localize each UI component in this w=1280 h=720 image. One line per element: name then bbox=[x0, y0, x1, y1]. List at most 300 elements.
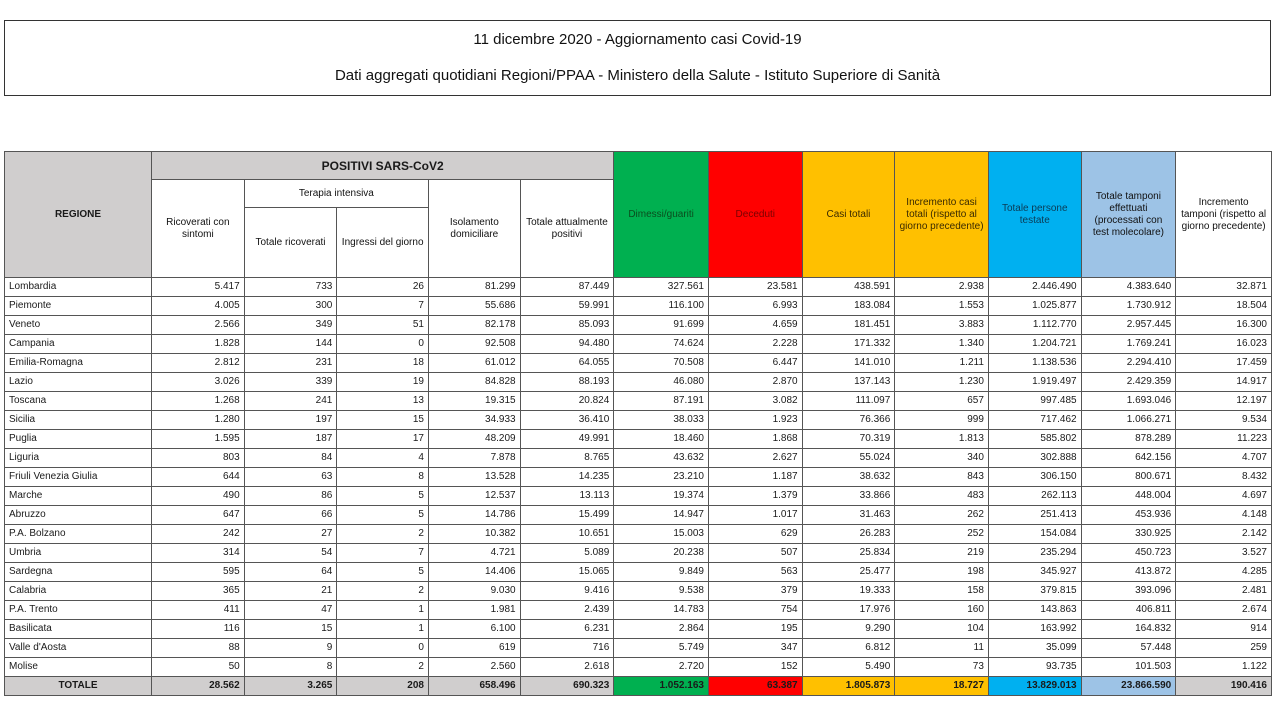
total-totale-ricoverati: 3.265 bbox=[244, 677, 337, 696]
total-totale-positivi: 690.323 bbox=[520, 677, 614, 696]
cell-incremento-tamponi: 914 bbox=[1176, 620, 1272, 639]
cell-ingressi: 5 bbox=[337, 487, 429, 506]
cell-ingressi: 0 bbox=[337, 335, 429, 354]
cell-regione: Sardegna bbox=[5, 563, 152, 582]
total-isolamento: 658.496 bbox=[428, 677, 520, 696]
cell-totale-positivi: 20.824 bbox=[520, 392, 614, 411]
cell-totale-ricoverati: 733 bbox=[244, 278, 337, 297]
cell-ricoverati: 1.828 bbox=[152, 335, 245, 354]
total-persone-testate: 13.829.013 bbox=[988, 677, 1081, 696]
cell-incremento-tamponi: 4.148 bbox=[1176, 506, 1272, 525]
header-positivi: POSITIVI SARS-CoV2 bbox=[152, 152, 614, 180]
cell-isolamento: 4.721 bbox=[428, 544, 520, 563]
cell-deceduti: 563 bbox=[708, 563, 802, 582]
cell-persone-testate: 345.927 bbox=[988, 563, 1081, 582]
header-incremento-casi: Incremento casi totali (rispetto al giorno precedente) bbox=[895, 152, 989, 278]
cell-incremento-tamponi: 4.285 bbox=[1176, 563, 1272, 582]
table-row bbox=[5, 582, 1272, 601]
cell-ingressi: 18 bbox=[337, 354, 429, 373]
cell-incremento-tamponi: 16.300 bbox=[1176, 316, 1272, 335]
total-row bbox=[5, 677, 1272, 696]
cell-ricoverati: 242 bbox=[152, 525, 245, 544]
cell-isolamento: 1.981 bbox=[428, 601, 520, 620]
cell-ingressi: 2 bbox=[337, 658, 429, 677]
cell-incremento-casi: 1.230 bbox=[895, 373, 989, 392]
cell-regione: Abruzzo bbox=[5, 506, 152, 525]
cell-tamponi: 2.294.410 bbox=[1081, 354, 1176, 373]
cell-totale-positivi: 87.449 bbox=[520, 278, 614, 297]
cell-persone-testate: 1.112.770 bbox=[988, 316, 1081, 335]
cell-regione: Campania bbox=[5, 335, 152, 354]
cell-persone-testate: 997.485 bbox=[988, 392, 1081, 411]
cell-incremento-casi: 1.553 bbox=[895, 297, 989, 316]
cell-ingressi: 51 bbox=[337, 316, 429, 335]
header-deceduti: Deceduti bbox=[708, 152, 802, 278]
cell-incremento-casi: 3.883 bbox=[895, 316, 989, 335]
cell-casi-totali: 183.084 bbox=[802, 297, 895, 316]
cell-dimessi: 14.783 bbox=[614, 601, 709, 620]
cell-deceduti: 507 bbox=[708, 544, 802, 563]
cell-totale-ricoverati: 339 bbox=[244, 373, 337, 392]
cell-tamponi: 1.066.271 bbox=[1081, 411, 1176, 430]
cell-casi-totali: 6.812 bbox=[802, 639, 895, 658]
header-casi-totali: Casi totali bbox=[802, 152, 895, 278]
cell-ricoverati: 595 bbox=[152, 563, 245, 582]
cell-totale-positivi: 15.499 bbox=[520, 506, 614, 525]
cell-totale-positivi: 5.089 bbox=[520, 544, 614, 563]
cell-casi-totali: 31.463 bbox=[802, 506, 895, 525]
cell-regione: Marche bbox=[5, 487, 152, 506]
total-ingressi: 208 bbox=[337, 677, 429, 696]
cell-totale-positivi: 8.765 bbox=[520, 449, 614, 468]
cell-ingressi: 5 bbox=[337, 506, 429, 525]
cell-deceduti: 23.581 bbox=[708, 278, 802, 297]
cell-totale-positivi: 15.065 bbox=[520, 563, 614, 582]
cell-tamponi: 1.693.046 bbox=[1081, 392, 1176, 411]
cell-ingressi: 19 bbox=[337, 373, 429, 392]
cell-casi-totali: 171.332 bbox=[802, 335, 895, 354]
table-row bbox=[5, 658, 1272, 677]
cell-incremento-casi: 999 bbox=[895, 411, 989, 430]
cell-totale-ricoverati: 144 bbox=[244, 335, 337, 354]
total-dimessi: 1.052.163 bbox=[614, 677, 709, 696]
cell-totale-ricoverati: 27 bbox=[244, 525, 337, 544]
cell-tamponi: 450.723 bbox=[1081, 544, 1176, 563]
title-box bbox=[4, 20, 1271, 96]
cell-tamponi: 406.811 bbox=[1081, 601, 1176, 620]
cell-totale-positivi: 85.093 bbox=[520, 316, 614, 335]
table-row bbox=[5, 392, 1272, 411]
table-row bbox=[5, 449, 1272, 468]
cell-totale-positivi: 14.235 bbox=[520, 468, 614, 487]
cell-ricoverati: 647 bbox=[152, 506, 245, 525]
header-terapia-intensiva: Terapia intensiva bbox=[244, 180, 428, 208]
header-regione: REGIONE bbox=[5, 152, 152, 278]
cell-dimessi: 15.003 bbox=[614, 525, 709, 544]
cell-totale-ricoverati: 231 bbox=[244, 354, 337, 373]
cell-ricoverati: 365 bbox=[152, 582, 245, 601]
cell-incremento-casi: 160 bbox=[895, 601, 989, 620]
header-ingressi: Ingressi del giorno bbox=[337, 208, 429, 278]
cell-incremento-casi: 262 bbox=[895, 506, 989, 525]
cell-ricoverati: 1.268 bbox=[152, 392, 245, 411]
table-row bbox=[5, 335, 1272, 354]
cell-ricoverati: 50 bbox=[152, 658, 245, 677]
table-body bbox=[5, 278, 1272, 696]
total-ricoverati: 28.562 bbox=[152, 677, 245, 696]
cell-persone-testate: 585.802 bbox=[988, 430, 1081, 449]
cell-incremento-casi: 104 bbox=[895, 620, 989, 639]
cell-dimessi: 116.100 bbox=[614, 297, 709, 316]
report-subtitle: Dati aggregati quotidiani Regioni/PPAA - Ministero della Salute - Istituto Superiore di Sanità bbox=[334, 67, 941, 84]
header-isolamento: Isolamento domiciliare bbox=[428, 180, 520, 278]
cell-deceduti: 152 bbox=[708, 658, 802, 677]
table-row bbox=[5, 620, 1272, 639]
cell-dimessi: 43.632 bbox=[614, 449, 709, 468]
cell-regione: Umbria bbox=[5, 544, 152, 563]
cell-deceduti: 1.187 bbox=[708, 468, 802, 487]
cell-casi-totali: 25.834 bbox=[802, 544, 895, 563]
cell-incremento-casi: 483 bbox=[895, 487, 989, 506]
cell-casi-totali: 141.010 bbox=[802, 354, 895, 373]
cell-isolamento: 81.299 bbox=[428, 278, 520, 297]
cell-isolamento: 61.012 bbox=[428, 354, 520, 373]
cell-tamponi: 2.429.359 bbox=[1081, 373, 1176, 392]
cell-totale-ricoverati: 9 bbox=[244, 639, 337, 658]
cell-ricoverati: 4.005 bbox=[152, 297, 245, 316]
cell-dimessi: 9.849 bbox=[614, 563, 709, 582]
header-persone-testate: Totale persone testate bbox=[988, 152, 1081, 278]
cell-tamponi: 330.925 bbox=[1081, 525, 1176, 544]
cell-incremento-tamponi: 12.197 bbox=[1176, 392, 1272, 411]
cell-persone-testate: 251.413 bbox=[988, 506, 1081, 525]
cell-totale-ricoverati: 197 bbox=[244, 411, 337, 430]
cell-deceduti: 379 bbox=[708, 582, 802, 601]
table-row bbox=[5, 430, 1272, 449]
cell-ricoverati: 1.595 bbox=[152, 430, 245, 449]
cell-incremento-casi: 198 bbox=[895, 563, 989, 582]
cell-casi-totali: 438.591 bbox=[802, 278, 895, 297]
cell-incremento-casi: 158 bbox=[895, 582, 989, 601]
cell-tamponi: 393.096 bbox=[1081, 582, 1176, 601]
cell-casi-totali: 25.477 bbox=[802, 563, 895, 582]
cell-totale-positivi: 6.231 bbox=[520, 620, 614, 639]
cell-casi-totali: 17.976 bbox=[802, 601, 895, 620]
cell-ricoverati: 314 bbox=[152, 544, 245, 563]
cell-isolamento: 7.878 bbox=[428, 449, 520, 468]
cell-deceduti: 6.447 bbox=[708, 354, 802, 373]
cell-tamponi: 164.832 bbox=[1081, 620, 1176, 639]
cell-ingressi: 15 bbox=[337, 411, 429, 430]
cell-deceduti: 3.082 bbox=[708, 392, 802, 411]
cell-dimessi: 18.460 bbox=[614, 430, 709, 449]
table-row bbox=[5, 487, 1272, 506]
cell-deceduti: 1.868 bbox=[708, 430, 802, 449]
cell-dimessi: 2.720 bbox=[614, 658, 709, 677]
cell-dimessi: 23.210 bbox=[614, 468, 709, 487]
cell-dimessi: 14.947 bbox=[614, 506, 709, 525]
cell-totale-positivi: 36.410 bbox=[520, 411, 614, 430]
cell-incremento-tamponi: 4.697 bbox=[1176, 487, 1272, 506]
cell-ingressi: 8 bbox=[337, 468, 429, 487]
cell-ricoverati: 490 bbox=[152, 487, 245, 506]
cell-regione: Valle d'Aosta bbox=[5, 639, 152, 658]
cell-deceduti: 1.379 bbox=[708, 487, 802, 506]
cell-isolamento: 14.406 bbox=[428, 563, 520, 582]
cell-tamponi: 1.730.912 bbox=[1081, 297, 1176, 316]
cell-persone-testate: 35.099 bbox=[988, 639, 1081, 658]
cell-tamponi: 2.957.445 bbox=[1081, 316, 1176, 335]
cell-persone-testate: 154.084 bbox=[988, 525, 1081, 544]
cell-ingressi: 4 bbox=[337, 449, 429, 468]
cell-incremento-tamponi: 32.871 bbox=[1176, 278, 1272, 297]
cell-regione: Basilicata bbox=[5, 620, 152, 639]
cell-deceduti: 2.870 bbox=[708, 373, 802, 392]
cell-deceduti: 2.228 bbox=[708, 335, 802, 354]
cell-regione: Liguria bbox=[5, 449, 152, 468]
table-row bbox=[5, 544, 1272, 563]
cell-isolamento: 84.828 bbox=[428, 373, 520, 392]
table-row bbox=[5, 297, 1272, 316]
cell-totale-ricoverati: 15 bbox=[244, 620, 337, 639]
header-dimessi: Dimessi/guariti bbox=[614, 152, 709, 278]
cell-tamponi: 57.448 bbox=[1081, 639, 1176, 658]
table-row bbox=[5, 411, 1272, 430]
table-row bbox=[5, 525, 1272, 544]
cell-regione: Puglia bbox=[5, 430, 152, 449]
cell-regione: Lazio bbox=[5, 373, 152, 392]
cell-totale-positivi: 2.439 bbox=[520, 601, 614, 620]
cell-totale-ricoverati: 300 bbox=[244, 297, 337, 316]
cell-regione: Piemonte bbox=[5, 297, 152, 316]
cell-dimessi: 2.864 bbox=[614, 620, 709, 639]
cell-deceduti: 4.659 bbox=[708, 316, 802, 335]
cell-totale-positivi: 59.991 bbox=[520, 297, 614, 316]
cell-incremento-casi: 219 bbox=[895, 544, 989, 563]
cell-tamponi: 4.383.640 bbox=[1081, 278, 1176, 297]
cell-persone-testate: 163.992 bbox=[988, 620, 1081, 639]
cell-incremento-tamponi: 17.459 bbox=[1176, 354, 1272, 373]
cell-dimessi: 327.561 bbox=[614, 278, 709, 297]
cell-persone-testate: 1.025.877 bbox=[988, 297, 1081, 316]
cell-ingressi: 0 bbox=[337, 639, 429, 658]
cell-regione: Friuli Venezia Giulia bbox=[5, 468, 152, 487]
cell-persone-testate: 717.462 bbox=[988, 411, 1081, 430]
cell-incremento-casi: 11 bbox=[895, 639, 989, 658]
cell-dimessi: 5.749 bbox=[614, 639, 709, 658]
cell-deceduti: 195 bbox=[708, 620, 802, 639]
cell-ingressi: 5 bbox=[337, 563, 429, 582]
cell-casi-totali: 33.866 bbox=[802, 487, 895, 506]
cell-deceduti: 1.923 bbox=[708, 411, 802, 430]
cell-casi-totali: 26.283 bbox=[802, 525, 895, 544]
cell-ricoverati: 803 bbox=[152, 449, 245, 468]
cell-isolamento: 6.100 bbox=[428, 620, 520, 639]
header-ricoverati: Ricoverati con sintomi bbox=[152, 180, 245, 278]
cell-totale-ricoverati: 349 bbox=[244, 316, 337, 335]
cell-casi-totali: 76.366 bbox=[802, 411, 895, 430]
cell-persone-testate: 379.815 bbox=[988, 582, 1081, 601]
cell-casi-totali: 70.319 bbox=[802, 430, 895, 449]
cell-dimessi: 87.191 bbox=[614, 392, 709, 411]
cell-dimessi: 38.033 bbox=[614, 411, 709, 430]
cell-ricoverati: 5.417 bbox=[152, 278, 245, 297]
cell-deceduti: 347 bbox=[708, 639, 802, 658]
cell-incremento-tamponi: 3.527 bbox=[1176, 544, 1272, 563]
cell-casi-totali: 38.632 bbox=[802, 468, 895, 487]
total-incremento-tamponi: 190.416 bbox=[1176, 677, 1272, 696]
total-tamponi: 23.866.590 bbox=[1081, 677, 1176, 696]
header-totale-positivi: Totale attualmente positivi bbox=[520, 180, 614, 278]
cell-incremento-casi: 340 bbox=[895, 449, 989, 468]
cell-totale-positivi: 9.416 bbox=[520, 582, 614, 601]
cell-casi-totali: 55.024 bbox=[802, 449, 895, 468]
table-row bbox=[5, 316, 1272, 335]
cell-totale-ricoverati: 84 bbox=[244, 449, 337, 468]
cell-incremento-tamponi: 2.481 bbox=[1176, 582, 1272, 601]
cell-persone-testate: 1.919.497 bbox=[988, 373, 1081, 392]
cell-dimessi: 9.538 bbox=[614, 582, 709, 601]
cell-incremento-tamponi: 259 bbox=[1176, 639, 1272, 658]
cell-regione: Veneto bbox=[5, 316, 152, 335]
cell-casi-totali: 137.143 bbox=[802, 373, 895, 392]
cell-isolamento: 2.560 bbox=[428, 658, 520, 677]
cell-isolamento: 19.315 bbox=[428, 392, 520, 411]
cell-incremento-tamponi: 8.432 bbox=[1176, 468, 1272, 487]
total-deceduti: 63.387 bbox=[708, 677, 802, 696]
cell-ingressi: 7 bbox=[337, 544, 429, 563]
cell-tamponi: 413.872 bbox=[1081, 563, 1176, 582]
cell-dimessi: 91.699 bbox=[614, 316, 709, 335]
cell-deceduti: 2.627 bbox=[708, 449, 802, 468]
cell-tamponi: 642.156 bbox=[1081, 449, 1176, 468]
cell-totale-positivi: 10.651 bbox=[520, 525, 614, 544]
cell-ingressi: 1 bbox=[337, 620, 429, 639]
cell-incremento-tamponi: 18.504 bbox=[1176, 297, 1272, 316]
table-row bbox=[5, 468, 1272, 487]
cell-casi-totali: 181.451 bbox=[802, 316, 895, 335]
cell-ricoverati: 3.026 bbox=[152, 373, 245, 392]
cell-totale-ricoverati: 8 bbox=[244, 658, 337, 677]
cell-regione: Lombardia bbox=[5, 278, 152, 297]
cell-tamponi: 453.936 bbox=[1081, 506, 1176, 525]
cell-incremento-tamponi: 1.122 bbox=[1176, 658, 1272, 677]
cell-regione: P.A. Trento bbox=[5, 601, 152, 620]
cell-casi-totali: 9.290 bbox=[802, 620, 895, 639]
cell-isolamento: 55.686 bbox=[428, 297, 520, 316]
cell-incremento-casi: 252 bbox=[895, 525, 989, 544]
cell-regione: P.A. Bolzano bbox=[5, 525, 152, 544]
cell-ingressi: 13 bbox=[337, 392, 429, 411]
cell-deceduti: 754 bbox=[708, 601, 802, 620]
cell-ingressi: 26 bbox=[337, 278, 429, 297]
cell-isolamento: 48.209 bbox=[428, 430, 520, 449]
total-label: TOTALE bbox=[5, 677, 152, 696]
table-row bbox=[5, 506, 1272, 525]
cell-ingressi: 2 bbox=[337, 525, 429, 544]
cell-totale-ricoverati: 21 bbox=[244, 582, 337, 601]
cell-incremento-casi: 843 bbox=[895, 468, 989, 487]
cell-incremento-casi: 2.938 bbox=[895, 278, 989, 297]
cell-ricoverati: 411 bbox=[152, 601, 245, 620]
cell-isolamento: 10.382 bbox=[428, 525, 520, 544]
cell-ricoverati: 2.566 bbox=[152, 316, 245, 335]
cell-ricoverati: 88 bbox=[152, 639, 245, 658]
cell-persone-testate: 1.138.536 bbox=[988, 354, 1081, 373]
cell-dimessi: 70.508 bbox=[614, 354, 709, 373]
cell-casi-totali: 19.333 bbox=[802, 582, 895, 601]
cell-totale-ricoverati: 241 bbox=[244, 392, 337, 411]
cell-persone-testate: 306.150 bbox=[988, 468, 1081, 487]
cell-totale-positivi: 88.193 bbox=[520, 373, 614, 392]
report-title: 11 dicembre 2020 - Aggiornamento casi Covid-19 bbox=[473, 31, 802, 48]
cell-regione: Calabria bbox=[5, 582, 152, 601]
cell-deceduti: 1.017 bbox=[708, 506, 802, 525]
cell-totale-ricoverati: 187 bbox=[244, 430, 337, 449]
cell-totale-positivi: 13.113 bbox=[520, 487, 614, 506]
cell-tamponi: 1.769.241 bbox=[1081, 335, 1176, 354]
cell-ingressi: 1 bbox=[337, 601, 429, 620]
cell-totale-ricoverati: 86 bbox=[244, 487, 337, 506]
cell-incremento-tamponi: 4.707 bbox=[1176, 449, 1272, 468]
table-row bbox=[5, 373, 1272, 392]
cell-persone-testate: 1.204.721 bbox=[988, 335, 1081, 354]
cell-totale-positivi: 2.618 bbox=[520, 658, 614, 677]
cell-persone-testate: 143.863 bbox=[988, 601, 1081, 620]
cell-ingressi: 17 bbox=[337, 430, 429, 449]
cell-isolamento: 9.030 bbox=[428, 582, 520, 601]
cell-dimessi: 74.624 bbox=[614, 335, 709, 354]
cell-incremento-tamponi: 9.534 bbox=[1176, 411, 1272, 430]
table-row bbox=[5, 601, 1272, 620]
table-row bbox=[5, 639, 1272, 658]
cell-ricoverati: 2.812 bbox=[152, 354, 245, 373]
cell-incremento-casi: 73 bbox=[895, 658, 989, 677]
cell-totale-positivi: 49.991 bbox=[520, 430, 614, 449]
cell-persone-testate: 2.446.490 bbox=[988, 278, 1081, 297]
total-incremento-casi: 18.727 bbox=[895, 677, 989, 696]
cell-totale-ricoverati: 64 bbox=[244, 563, 337, 582]
cell-isolamento: 82.178 bbox=[428, 316, 520, 335]
cell-isolamento: 92.508 bbox=[428, 335, 520, 354]
table-row bbox=[5, 354, 1272, 373]
cell-ingressi: 7 bbox=[337, 297, 429, 316]
cell-incremento-tamponi: 2.142 bbox=[1176, 525, 1272, 544]
header-incremento-tamponi: Incremento tamponi (rispetto al giorno precedente) bbox=[1176, 152, 1272, 278]
cell-totale-positivi: 64.055 bbox=[520, 354, 614, 373]
cell-deceduti: 629 bbox=[708, 525, 802, 544]
cell-regione: Molise bbox=[5, 658, 152, 677]
cell-persone-testate: 262.113 bbox=[988, 487, 1081, 506]
cell-regione: Sicilia bbox=[5, 411, 152, 430]
cell-incremento-casi: 657 bbox=[895, 392, 989, 411]
cell-incremento-casi: 1.211 bbox=[895, 354, 989, 373]
cell-totale-positivi: 94.480 bbox=[520, 335, 614, 354]
cell-totale-ricoverati: 47 bbox=[244, 601, 337, 620]
cell-isolamento: 619 bbox=[428, 639, 520, 658]
header-totale-ricoverati: Totale ricoverati bbox=[244, 208, 337, 278]
cell-incremento-tamponi: 2.674 bbox=[1176, 601, 1272, 620]
cell-tamponi: 448.004 bbox=[1081, 487, 1176, 506]
cell-isolamento: 13.528 bbox=[428, 468, 520, 487]
cell-regione: Emilia-Romagna bbox=[5, 354, 152, 373]
cell-dimessi: 19.374 bbox=[614, 487, 709, 506]
cell-incremento-casi: 1.813 bbox=[895, 430, 989, 449]
cell-totale-ricoverati: 54 bbox=[244, 544, 337, 563]
cell-casi-totali: 5.490 bbox=[802, 658, 895, 677]
cell-ricoverati: 116 bbox=[152, 620, 245, 639]
cell-incremento-casi: 1.340 bbox=[895, 335, 989, 354]
